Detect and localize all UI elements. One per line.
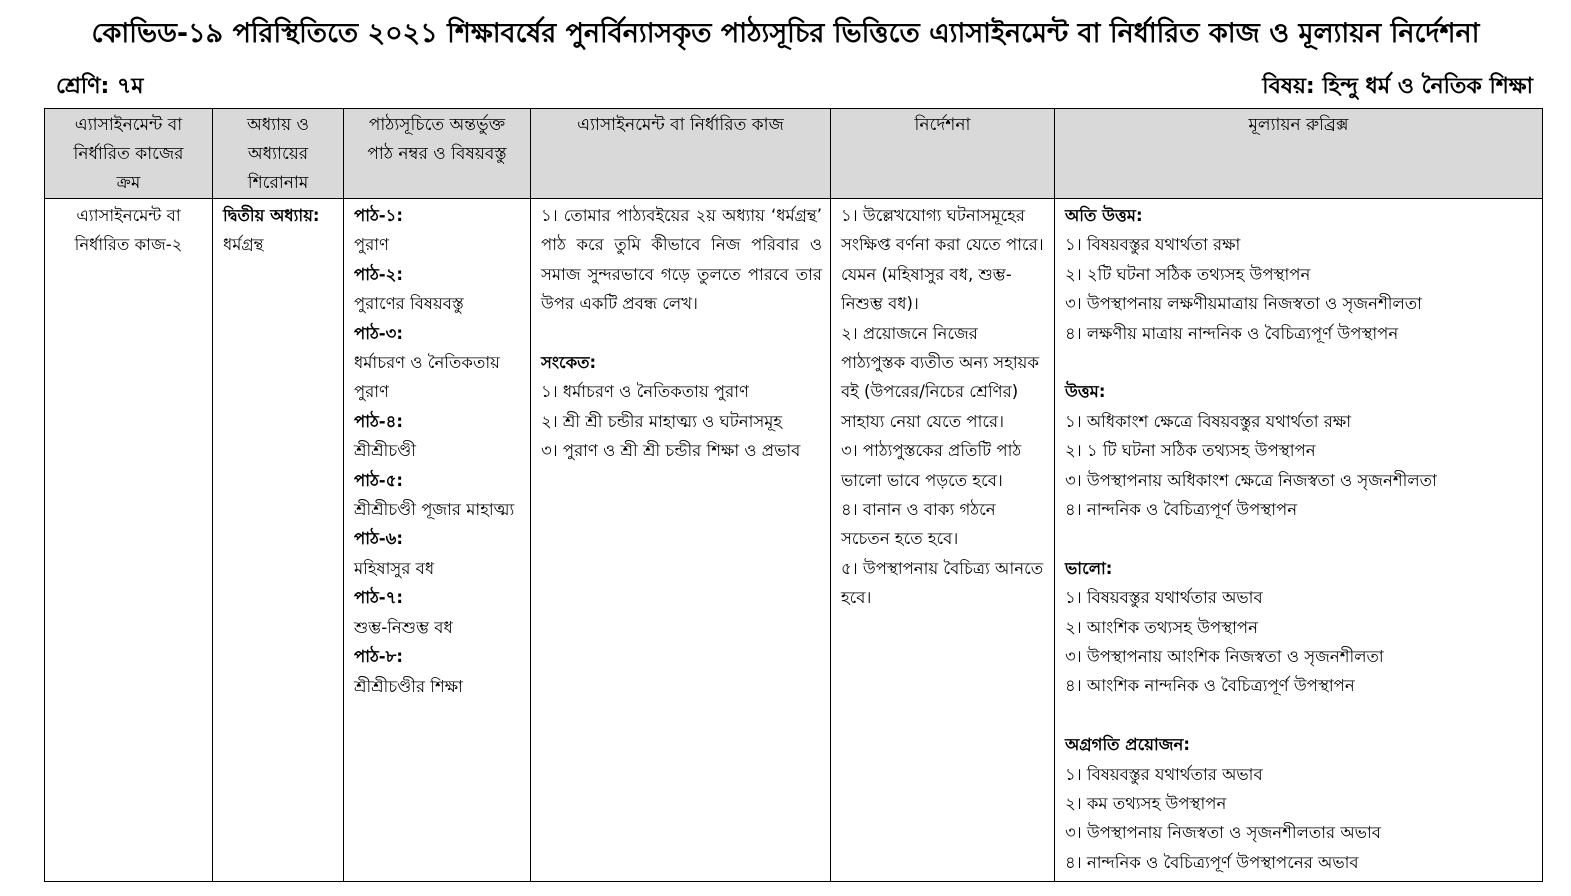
column-header: পাঠ্যসূচিতে অন্তর্ভুক্ত পাঠ নম্বর ও বিষয়বস্তু xyxy=(344,109,531,199)
rubric-item: ১। অধিকাংশ ক্ষেত্রে বিষয়বস্তুর যথার্থতা রক্ষা xyxy=(1065,411,1351,431)
rubric-item: ৩। উপস্থাপনায় আংশিক নিজস্বতা ও সৃজনশীলতা xyxy=(1065,647,1384,667)
rubric-item: ২। ১ টি ঘটনা সঠিক তথ্যসহ উপস্থাপন xyxy=(1065,441,1316,461)
table-row xyxy=(45,199,1543,882)
chapter-cell xyxy=(213,199,344,882)
lesson-label: পাঠ-৭: xyxy=(354,588,403,608)
rubric-item: ৪। নান্দনিক ও বৈচিত্র্যপূর্ণ উপস্থাপনের অভাব xyxy=(1065,852,1359,872)
task-cell xyxy=(531,199,831,882)
chapter-title: ধর্মগ্রন্থ xyxy=(223,235,264,255)
hints-list xyxy=(531,377,830,465)
lesson-text: পুরাণের বিষয়বস্তু xyxy=(354,294,464,314)
rubric-level-title: ভালো: xyxy=(1065,558,1113,578)
rubric-item: ১। বিষয়বস্তুর যথার্থতা রক্ষা xyxy=(1065,235,1241,255)
rubric-item: ২। কম তথ্যসহ উপস্থাপন xyxy=(1065,794,1227,814)
lesson-text: শ্রীশ্রীচণ্ডীর শিক্ষা xyxy=(354,676,463,696)
rubric-item: ২। আংশিক তথ্যসহ উপস্থাপন xyxy=(1065,617,1258,637)
page-title: কোভিড-১৯ পরিস্থিতিতে ২০২১ শিক্ষাবর্ষের পুনর্বিন্যাসকৃত পাঠ্যসূচির ভিত্তিতে এ্যাসাইনমেন্ট বা নির্ধারিত কাজ ও মূল্যায়ন নির্দেশনা xyxy=(91,18,1480,49)
assignment-table xyxy=(44,108,1543,882)
instruction-item: ৫। উপস্থাপনায় বৈচিত্র্য আনতে হবে। xyxy=(841,558,1044,608)
lesson-label: পাঠ-২: xyxy=(354,264,403,284)
lesson-text: শ্রীশ্রীচণ্ডী পূজার মাহাত্ম্য xyxy=(354,500,515,520)
lesson-text: ধর্মাচরণ ও নৈতিকতায় পুরাণ xyxy=(354,353,500,402)
column-header: অধ্যায় ও অধ্যায়ের শিরোনাম xyxy=(213,109,344,199)
instructions-list xyxy=(831,201,1054,613)
lesson-text: মহিষাসুর বধ xyxy=(354,558,435,578)
rubric-level-title: অগ্রগতি প্রয়োজন: xyxy=(1065,735,1190,755)
column-header: এ্যাসাইনমেন্ট বা নির্ধারিত কাজের ক্রম xyxy=(45,109,213,199)
hint-item: ২। শ্রী শ্রী চন্ডীর মাহাত্ম্য ও ঘটনাসমূহ xyxy=(541,411,783,431)
rubric-item: ২। ২টি ঘটনা সঠিক তথ্যসহ উপস্থাপন xyxy=(1065,264,1311,284)
lesson-text: শ্রীশ্রীচণ্ডী xyxy=(354,441,416,461)
class-label: শ্রেণি: ৭ম xyxy=(56,74,144,99)
lesson-label: পাঠ-৩: xyxy=(354,323,403,343)
hint-item: ১। ধর্মাচরণ ও নৈতিকতায় পুরাণ xyxy=(541,382,749,402)
rubric-item: ৪। আংশিক নান্দনিক ও বৈচিত্র্যপূর্ণ উপস্থাপন xyxy=(1065,676,1355,696)
chapter-label: দ্বিতীয় অধ্যায়: xyxy=(223,206,320,225)
column-header: মূল্যায়ন রুব্রিক্স xyxy=(1055,109,1543,199)
rubric-level-title: উত্তম: xyxy=(1065,382,1106,402)
instruction-item: ৩। পাঠ্যপুস্তকের প্রতিটি পাঠ ভালো ভাবে পড়তে হবে। xyxy=(841,441,1022,490)
assignment-number: এ্যাসাইনমেন্ট বা নির্ধারিত কাজ-২ xyxy=(74,206,183,255)
rubric-item: ১। বিষয়বস্তুর যথার্থতার অভাব xyxy=(1065,764,1263,784)
hint-item: ৩। পুরাণ ও শ্রী শ্রী চন্ডীর শিক্ষা ও প্রভাব xyxy=(541,441,801,461)
subject-label: বিষয়: হিন্দু ধর্ম ও নৈতিক শিক্ষা xyxy=(1262,74,1533,99)
rubric-level-title: অতি উত্তম: xyxy=(1065,206,1143,225)
lesson-label: পাঠ-৮: xyxy=(354,647,403,667)
lesson-text: শুম্ভ-নিশুম্ভ বধ xyxy=(354,617,453,637)
lessons-list xyxy=(344,201,530,701)
column-header: এ্যাসাইনমেন্ট বা নির্ধারিত কাজ xyxy=(531,109,831,199)
rubric-list xyxy=(1055,201,1542,877)
rubric-item: ৩। উপস্থাপনায় লক্ষণীয়মাত্রায় নিজস্বতা ও সৃজনশীলতা xyxy=(1065,294,1422,314)
rubric-item: ৪। নান্দনিক ও বৈচিত্র্যপূর্ণ উপস্থাপন xyxy=(1065,500,1298,520)
lesson-label: পাঠ-৬: xyxy=(354,529,403,549)
rubric-cell xyxy=(1055,199,1543,882)
task-text: ১। তোমার পাঠ্যবইয়ের ২য় অধ্যায় ‘ধর্মগ্রন্থ’ পাঠ করে তুমি কীভাবে নিজ পরিবার ও সমাজ সুন্দরভাবে গড়ে তুলতে পারবে তার উপর একটি প্রবন্ধ লেখ। xyxy=(541,206,822,314)
instruction-item: ৪। বানান ও বাক্য গঠনে সচেতন হতে হবে। xyxy=(841,500,996,549)
table-header-row xyxy=(45,109,1543,199)
instruction-item: ২। প্রয়োজনে নিজের পাঠ্যপুস্তক ব্যতীত অন্য সহায়ক বই (উপরের/নিচের শ্রেণির) সাহায্য নেয়া যেতে পারে। xyxy=(841,323,1039,431)
instruction-item: ১। উল্লেখযোগ্য ঘটনাসমূহের সংক্ষিপ্ত বর্ণনা করা যেতে পারে। যেমন (মহিষাসুর বধ, শুম্ভ-নিশুম্ভ বধ)। xyxy=(841,206,1044,314)
lessons-cell xyxy=(344,199,531,882)
rubric-item: ৩। উপস্থাপনায় অধিকাংশ ক্ষেত্রে নিজস্বতা ও সৃজনশীলতা xyxy=(1065,470,1437,490)
lesson-text: পুরাণ xyxy=(354,235,390,255)
column-header: নির্দেশনা xyxy=(831,109,1055,199)
assignment-number-cell xyxy=(45,199,213,882)
lesson-label: পাঠ-৪: xyxy=(354,411,403,431)
lesson-label: পাঠ-৫: xyxy=(354,470,403,490)
rubric-item: ৪। লক্ষণীয় মাত্রায় নান্দনিক ও বৈচিত্র্যপূর্ণ উপস্থাপন xyxy=(1065,323,1399,343)
hints-title: সংকেত: xyxy=(541,353,597,373)
lesson-label: পাঠ-১: xyxy=(354,206,403,225)
rubric-item: ৩। উপস্থাপনায় নিজস্বতা ও সৃজনশীলতার অভাব xyxy=(1065,823,1381,843)
rubric-item: ১। বিষয়বস্তুর যথার্থতার অভাব xyxy=(1065,588,1263,608)
instructions-cell xyxy=(831,199,1055,882)
